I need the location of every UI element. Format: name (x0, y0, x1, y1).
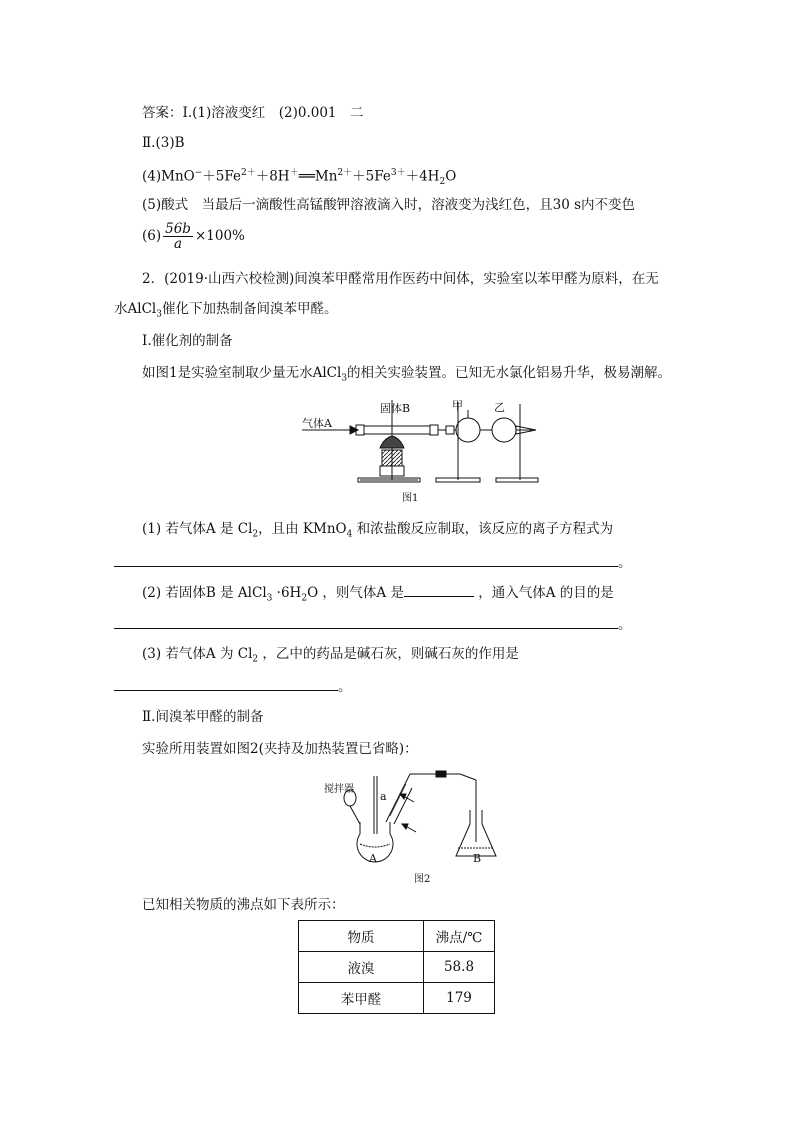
question-2-line-1: 2．(2019·山西六校检测)间溴苯甲醛常用作医药中间体，实验室以苯甲醛为原料，在无 (142, 271, 659, 287)
subquestion-1-answer-blank[interactable]: 。 (114, 552, 632, 572)
answer-line-5: (6) $\frac{56b}{a}$ ×100% (142, 221, 245, 252)
subquestion-3: (3) 若气体A 为 $Cl_2$ ，乙中的药品是碱石灰，则碱石灰的作用是 (142, 646, 519, 665)
figure-1-intro: 如图1是实验室制取少量无水AlCl$_3$的相关实验装置。已知无水氯化铝易升华，极易潮解。 (142, 365, 672, 384)
table-cell: 苯甲醛 (299, 983, 424, 1014)
table-intro: 已知相关物质的沸点如下表所示： (142, 897, 345, 913)
table-cell: 液溴 (299, 952, 424, 983)
figure-1-caption: 图1 (402, 493, 419, 504)
table-cell: 179 (424, 983, 495, 1014)
boiling-point-table (298, 920, 495, 1014)
question-2-line-2: 水AlCl$_3$催化下加热制备间溴苯甲醛。 (114, 301, 338, 320)
section-2-heading: Ⅱ.间溴苯甲醛的制备 (142, 709, 264, 725)
label-a: a (380, 790, 387, 803)
label-jia: 甲 (452, 399, 463, 412)
figure-2-apparatus (330, 764, 510, 874)
answer-line-1: 答案：Ⅰ.(1)溶液变红 (2)0.001 二 (142, 105, 364, 121)
table-row (299, 983, 495, 1014)
answer-line-4: (5)酸式 当最后一滴酸性高锰酸钾溶液滴入时，溶液变为浅红色，且30 s内不变色 (142, 197, 636, 213)
subquestion-2: (2) 若固体B 是 AlCl$_3$ $\cdot 6H_2O$ ，则气体A 是 ，通入气体A 的目的是 (142, 582, 614, 608)
label-solid-b: 固体B (380, 402, 411, 415)
label-yi: 乙 (494, 401, 505, 414)
label-flask-b: B (473, 852, 482, 865)
answer-line-3-equation: $(4)MnO^-+5Fe^{2+}+8H^+══Mn^{2+}+5Fe^{3+}+4H_2O$ (142, 168, 457, 188)
subquestion-2-answer-blank[interactable]: 。 (114, 614, 632, 634)
table-cell: 58.8 (424, 952, 495, 983)
subquestion-3-answer-blank[interactable]: 。 (114, 676, 352, 696)
fraction: $\frac{56b}{a}$ (165, 221, 191, 252)
table-header-row (299, 921, 495, 952)
answer-line-2: Ⅱ.(3)B (142, 135, 185, 151)
figure-2-intro: 实验所用装置如图2(夹持及加热装置已省略)： (142, 741, 418, 757)
label-gas-a: 气体A (302, 417, 332, 430)
label-flask-a: A (369, 852, 377, 865)
section-1-heading: Ⅰ.催化剂的制备 (142, 333, 233, 349)
gas-a-blank[interactable] (404, 582, 474, 597)
subquestion-1: (1) 若气体A 是 $Cl_2$，且由 KMnO$_4$ 和浓盐酸反应制取，该反应的离子方程式为 (142, 521, 614, 540)
table-header-substance: 物质 (299, 921, 424, 952)
label-stirrer: 搅拌器 (324, 784, 354, 795)
table-header-boiling-point: 沸点/℃ (424, 921, 495, 952)
figure-2-caption: 图2 (414, 874, 431, 885)
table-row (299, 952, 495, 983)
